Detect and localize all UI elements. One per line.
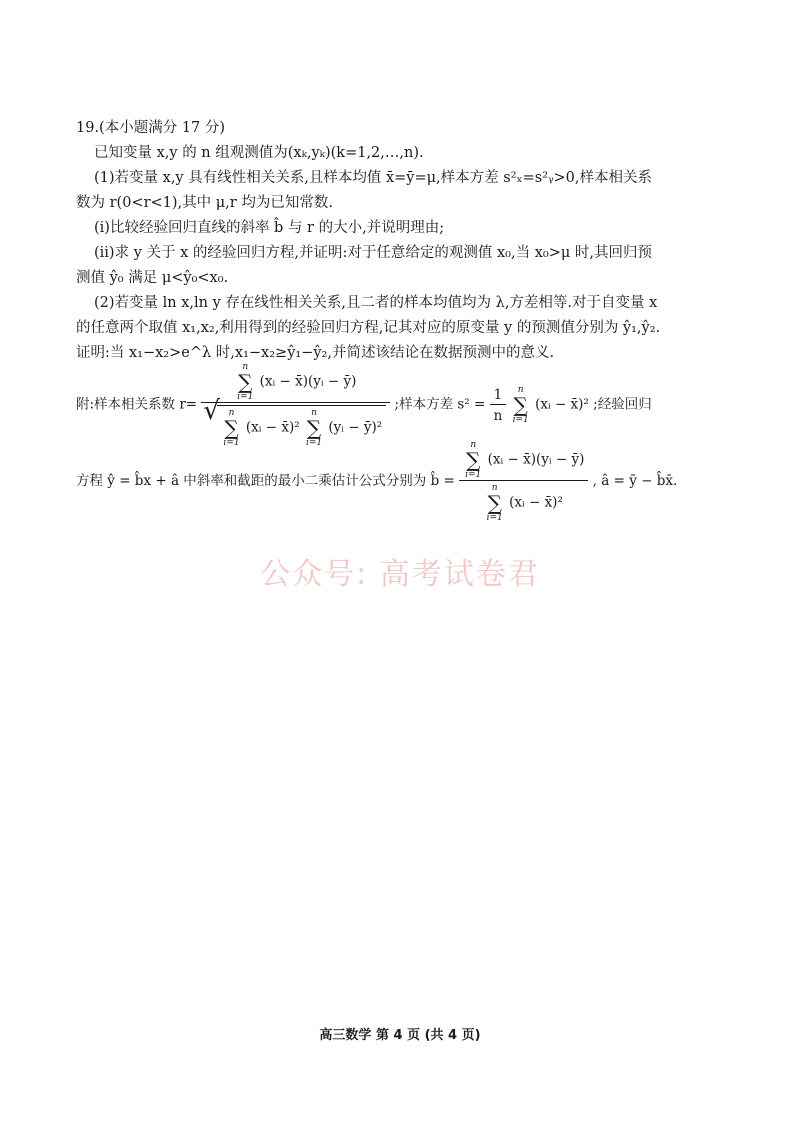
appendix-formula-b <box>76 440 766 523</box>
sum-lower: i=1 <box>512 415 529 425</box>
part2-line1: (2)若变量 ln x,ln y 存在线性相关关系,且二者的样本均值均为 λ,方差相等.对于自变量 x <box>94 295 658 311</box>
sum-lower: i=1 <box>223 438 240 448</box>
part1-ii-line1: (ⅱ)求 y 关于 x 的经验回归方程,并证明:对于任意给定的观测值 x₀,当 x₀>μ 时,其回归预 <box>94 245 652 261</box>
sum-upper: n <box>242 362 249 372</box>
part2-line2: 的任意两个取值 x₁,x₂,利用得到的经验回归方程,记其对应的原变量 y 的预测值分别为 ŷ₁,ŷ₂. <box>76 320 661 336</box>
variance-fraction <box>490 386 507 425</box>
appendix-suffix: ;经验回归 <box>593 396 652 413</box>
r-fraction: n ∑ i=1 (xᵢ − x̄)(yᵢ − ȳ) √ n ∑ i=1 (xᵢ − x̄)² n ∑ i=1 (yᵢ − ȳ)² <box>201 362 390 448</box>
part1-i: (ⅰ)比较经验回归直线的斜率 b̂ 与 r 的大小,并说明理由; <box>94 220 445 236</box>
r-den-term1: (xᵢ − x̄)² <box>245 419 300 436</box>
part1-line2: 数为 r(0<r<1),其中 μ,r 均为已知常数. <box>76 195 333 211</box>
variance-text: ;样本方差 s² = <box>394 396 486 413</box>
sum-upper: n <box>311 408 317 418</box>
appendix-prefix: 附:样本相关系数 r= <box>76 396 198 413</box>
r-denominator-sqrt: √ n ∑ i=1 (xᵢ − x̄)² n ∑ i=1 (yᵢ − ȳ)² <box>217 405 386 448</box>
sum-upper: n <box>470 440 477 450</box>
problem-header: 19.(本小题满分 17 分) <box>76 120 226 136</box>
sum-lower: i=1 <box>305 438 323 448</box>
r-den-term2: (yᵢ − ȳ)² <box>328 419 383 436</box>
appendix-line2-prefix: 方程 ŷ = b̂x + â 中斜率和截距的最小二乘估计公式分别为 b̂ = <box>76 473 455 489</box>
sum-upper: n <box>491 483 498 493</box>
part1-ii-line2: 测值 ŷ₀ 满足 μ<ŷ₀<x₀. <box>76 270 229 286</box>
r-numerator: (xᵢ − x̄)(yᵢ − ȳ) <box>259 373 357 390</box>
sum-lower: i=1 <box>486 513 503 523</box>
b-denominator: (xᵢ − x̄)² <box>509 494 563 511</box>
sum-upper: √ n <box>228 408 235 418</box>
variance-frac-den: n <box>490 404 507 425</box>
sum-lower: i=1 <box>465 470 482 480</box>
a-formula: , â = ȳ − b̂x̄. <box>592 473 678 489</box>
sum-upper: n <box>517 385 524 395</box>
part2-line3: 证明:当 x₁−x₂>e^λ 时,x₁−x₂≥ŷ₁−ŷ₂,并简述该结论在数据预测中的意义. <box>76 345 555 361</box>
sum-lower: i=1 <box>237 392 254 402</box>
problem-intro: 已知变量 x,y 的 n 组观测值为(xₖ,yₖ)(k=1,2,…,n). <box>94 145 424 161</box>
page-footer: 高三数学 第 4 页 (共 4 页) <box>319 1028 481 1043</box>
b-numerator: (xᵢ − x̄)(yᵢ − ȳ) <box>487 451 585 468</box>
b-fraction: n ∑ i=1 (xᵢ − x̄)(yᵢ − ȳ) n ∑ i=1 (xᵢ − x̄)² <box>459 440 588 523</box>
variance-frac-num: 1 <box>493 386 503 403</box>
part1-line1: (1)若变量 x,y 具有线性相关关系,且样本均值 x̄=ȳ=μ,样本方差 s²ₓ=s²ᵧ>0,样本相关系 <box>94 170 653 186</box>
variance-term: (xᵢ − x̄)² <box>535 396 589 413</box>
watermark: 公众号: 高考试卷君 <box>260 557 540 592</box>
appendix-formula-r: 附:样本相关系数 r= n ∑ i=1 (xᵢ − x̄)(yᵢ − ȳ) √ n ∑ i=1 (xᵢ − x̄)² n ∑ i=1 (yᵢ − ȳ)² ;样本方差 s² = $\frac{1}{n}$ n ∑ i=1 (xᵢ − x̄)² ;经验回归 <box>76 362 756 448</box>
